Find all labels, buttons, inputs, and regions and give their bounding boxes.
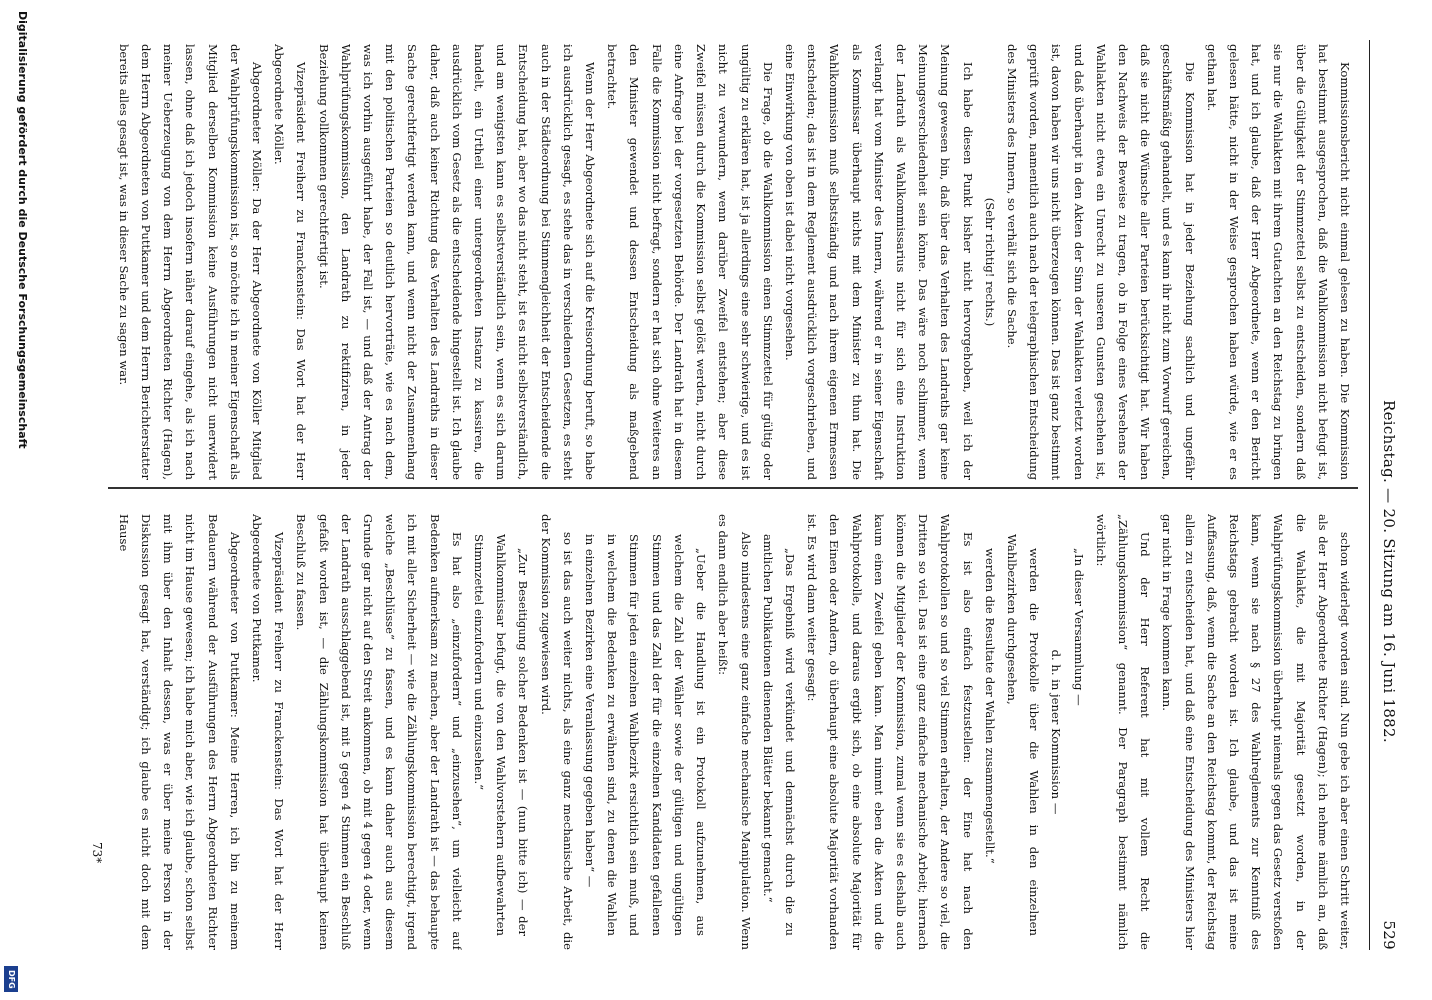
paragraph: Wenn der Herr Abgeordnete sich auf die Kreisordnung beruft, so habe ich ausdrücklich gesagt, es stehe das in verschiedenen Gesetzen, es steht auch in der Städteordnung bei Stimmengleichheit der Entscheidende die Entscheidung hat, aber wo das nicht steht, ist es nicht selbstverständlich, und am wenigsten kann es selbstverständlich sein, wenn es sich darum handelt, ein Urtheil einer untergeordneten Instanz zu kassiren, die ausdrücklich vom Gesetz als die entscheidende hingestellt ist. Ich glaube daher, daß auch keiner Richtung das Verhalten des Landraths in dieser Sache gerechtfertigt werden kann, und wenn nicht der Zusammenhang mit den politischen Parteien so deutlich hervorträte, wie es nach dem, was ich vorhin ausgeführt habe, der Fall ist, — und daß der Antrag der Wahlprüfungskommission, den Landrath zu rektifiziren, in jeder Beziehung vollkommen gerechtfertigt ist. xyxy=(316,44,598,480)
paragraph: Die Frage, ob die Wahlkommission einen Stimmzettel für gültig oder ungültig zu erklären hat, ist ja allerdings eine sehr schwierige, und es ist nicht zu verwundern, wenn darüber Zweifel entstehen; aber diese Zweifel müssen durch die Kommission selbst gelöst werden, nicht durch eine Anfrage bei der vorgesetzten Behörde. Der Landrath hat in diesem Falle die Kommission nicht befragt, sondern er hat sich ohne Weiteres an den Minister gewendet und dessen Entscheidung als maßgebend betrachtet. xyxy=(605,44,775,480)
right-column xyxy=(116,514,1356,950)
paragraph: Es ist also einfach festzustellen: der Eine hat nach den Wahlprotokollen so und so viel Stimmen erhalten, der Andere so viel, die Dritten so viel. Das ist eine ganz einfache mechanische Arbeit; hiernach können die Mitglieder der Kommission, zumal wenn sie es deshalb auch kaum einen Zweifel geben kann. Man nimmt eben die Akten und die Wahlprotokolle, und daraus ergibt sich, ob eine absolute Majorität für den Einen oder Andern, ob überhaupt eine absolute Majorität vorhanden ist. Es wird dann weiter gesagt: xyxy=(805,514,975,950)
speaker-paragraph: Vizepräsident Freiherr zu Franckenstein: Das Wort hat der Herr Abgeordnete von Puttkamer. xyxy=(250,514,287,950)
paragraph: Also mindestens eine ganz einfache mechanische Manipulation. Wenn es dann endlich aber heißt: xyxy=(716,514,753,950)
page-number: 529 xyxy=(1380,920,1398,950)
interjection: (Sehr richtig! rechts.) xyxy=(982,197,997,327)
left-column xyxy=(116,44,1356,480)
quote: „Zur Beseitigung solcher Bedenken ist — (nun bitte ich) — der Wahlkommissar befugt, die von den Wahlvorstehern aufbewahrten Stimmzettel einzufordern und einzusehen.“ xyxy=(472,534,531,936)
paragraph: so ist das auch weiter nichts, als eine ganz mechanische Arbeit, die der Kommission zugewiesen wird. xyxy=(538,514,575,950)
dfg-logo: DFG xyxy=(4,966,18,992)
speaker-paragraph: Vizepräsident Freiherr zu Franckenstein: Das Wort hat der Herr Abgeordnete Möller. xyxy=(272,44,309,480)
quote: „In dieser Versammlung — xyxy=(1071,548,1086,706)
digitization-sidebar xyxy=(0,0,38,1000)
paragraph: Und der Herr Referent hat mit vollem Recht die „Zählungskommission“ genannt. Der Paragraph bestimmt nämlich wörtlich: xyxy=(1093,514,1153,950)
quote: „Ueber die Handlung ist ein Protokoll aufzunehmen, aus welchem die Zahl der Wähler sowie der gültigen und ungültigen Stimmen und das Zahl der für die einzelnen Kandidaten gefallenen Stimmen für jeden einzelnen Wahlbezirk ersichtlich sein muß, und in welchem die Bedenken zu erwähnen sind, zu denen die Wahlen in einzelnen Bezirken eine Veranlassung gegeben haben“ — xyxy=(583,534,709,936)
quote-aside: d. h. in jener Kommission — xyxy=(1049,649,1064,815)
running-head xyxy=(1369,40,1404,950)
quote: „Das Ergebniß wird verkündet und demnächst durch die zu amtlichen Publikationen dienenden Blätter bekannt gemacht.“ xyxy=(760,534,797,936)
speaker-paragraph: Abgeordneter von Puttkamer: Meine Herren, ich bin zu meinem Bedauern während der Ausführungen des Herrn Abgeordneten Richter nicht im Hause gewesen; ich habe mich aber, wie ich glaube, schon selbst mit ihm über den Inhalt dessen, was er über meine Person in der Diskussion gesagt hat, verständigt; ich glaube es nicht doch mit dem Hause xyxy=(116,514,242,950)
paragraph: Es hat also „einzufordern“ und „einzusehen“, um vielleicht auf Bedenken aufmerksam zu machen, aber der Landrath ist — das behaupte ich mit aller Sicherheit — wie die Zählungskommission berechtigt, irgend welche „Beschlüsse“ zu fassen, und es kann daher auch aus diesem Grunde gar nicht auf den Streit ankommen, ob mit 4 gegen 4 oder, wenn der Landrath ausschlaggebend ist, mit 5 gegen 4 Stimmen ein Beschluß gefaßt worden ist, — die Zählungskommission hat überhaupt keinen Beschluß zu fassen. xyxy=(294,514,464,950)
signature-mark: 73* xyxy=(90,842,104,864)
paragraph: schon widerlegt worden sind. Nun gebe ich aber einen Schritt weiter, als der Herr Abgeordnete Richter (Hagen); ich nehme nämlich an, daß die Wahlakte, die mit Majorität gesetzt worden, in der Wahlprüfungskommission überhaupt niemals gegen das Gesetz verstoßen kann, wenn sie nach § 27 des Wahlreglements zur Kenntniß des Reichstags gebracht worden ist. Ich glaube, und das ist meine Auffassung, daß, wenn die Sache an den Reichstag kommt, der Reichstag allein zu entscheiden hat, und daß eine Entscheidung des Ministers hier gar nicht in Frage kommen kann. xyxy=(1160,514,1352,950)
funding-credit: Digitalisierung gefördert durch die Deutsche Forschungsgemeinschaft xyxy=(16,11,29,449)
paragraph: Kommissionsbericht nicht einmal gelesen zu haben. Die Kommission hat bestimmt ausgesprochen, daß die Wahlkommission nicht befugt ist, über die Gültigkeit der Stimmzettel selbst zu entscheiden, sondern daß sie nur die Wahlakten mit ihrem Gutachten an den Reichstag zu bringen hat, und ich glaube, daß der Herr Abgeordnete, wenn er den Bericht gelesen hätte, nicht in der Weise gesprochen haben würde, wie er es gethan hat. xyxy=(1204,44,1352,480)
quote: werden die Protokolle über die Wahlen in den einzelnen Wahlbezirken durchgesehen, xyxy=(1004,534,1042,936)
paragraph: Die Kommission hat in jeder Beziehung sachlich und ungefähr geschäftsmäßig gehandelt, und es kann ihr nicht zum Vorwurf gereichen, daß sie nicht die Wünsche aller Parteien berücksichtigt hat. Wir haben den Nachweis der Beweise zu tragen, ob in Folge eines Versehens der Wahlakten nicht etwa ein Unrecht zu unseren Gunsten geschehen ist, und daß überhaupt in den Akten der Sinn der Wahlakten verletzt worden ist, davon haben wir uns nicht überzeugen können. Das ist ganz bestimmt geprüft worden, namentlich auch nach der telegraphischen Entscheidung des Ministers des Innern, so verhält sich die Sache. xyxy=(1004,44,1197,480)
column-divider xyxy=(108,487,1358,489)
running-head-title: Reichstag. — 20. Sitzung am 16. Juni 1882. xyxy=(1380,400,1398,743)
paragraph: Ich habe diesen Punkt bisher nicht hervorgehoben, weil ich der Meinung gewesen bin, daß über das Verhalten des Landraths gar keine Meinungsverschiedenheit sein könne. Das wäre noch schlimmer, wenn der Landrath als Wahlkommissarius nicht für sich eine Instruktion verlangt hat vom Minister des Innern, während er in seiner Eigenschaft als Kommissar überhaupt nichts mit dem Minister zu thun hat. Die Wahlkommission muß selbstständig und nach ihrem eigenen Ermessen entscheiden; das ist in dem Reglement ausdrücklich vorgeschrieben, und eine Einwirkung von oben ist dabei nicht vorgesehen. xyxy=(782,44,975,480)
quote: werden die Resultate der Wahlen zusammengestellt.“ xyxy=(982,548,997,864)
speaker-paragraph: Abgeordneter Möller: Da der Herr Abgeordnete von Köller Mitglied der Wahlprüfungskommission ist, so möchte ich in meiner Eigenschaft als Mitglied derselben Kommission keine Ausführungen nicht unerwidert lassen, ohne daß ich jedoch insofern näher darauf eingehe, als ich nach meiner Ueberzeugung von dem Herrn Abgeordneten Richter (Hagen), dem Herrn Abgeordneten von Puttkamer und dem Herrn Berichterstatter bereits alles gesagt ist, was in dieser Sache zu sagen war. xyxy=(116,44,265,480)
